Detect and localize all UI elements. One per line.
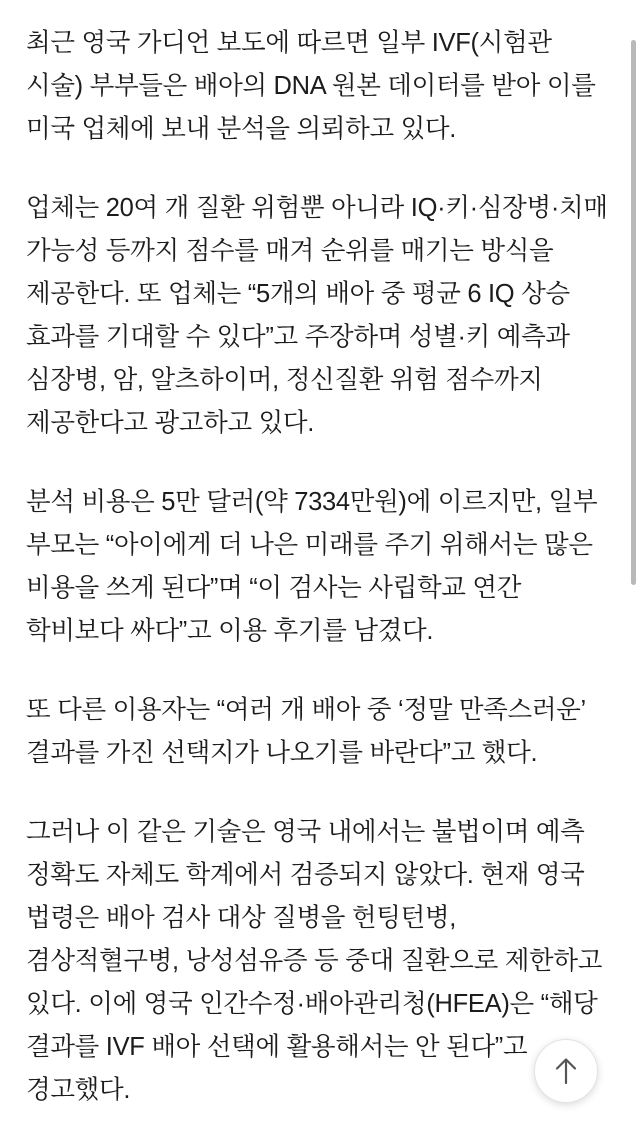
article-paragraph: 또 다른 이용자는 “여러 개 배아 중 ‘정말 만족스러운’ 결과를 가진 선택지가 나오기를 바란다”고 했다.	[26, 696, 586, 767]
article-paragraph: 분석 비용은 5만 달러(약 7334만원)에 이르지만, 일부 부모는 “아이에게 더 나은 미래를 주기 위해서는 많은 비용을 쓰게 된다”며 “이 검사는 사립학교 연간 학비보다 싸다”고 이용 후기를 남겼다.	[26, 488, 598, 645]
arrow-up-icon	[553, 1056, 579, 1086]
article-paragraph: 업체는 20여 개 질환 위험뿐 아니라 IQ·키·심장병·치매 가능성 등까지 점수를 매겨 순위를 매기는 방식을 제공한다. 또 업체는 “5개의 배아 중 평균 6 IQ 상승 효과를 기대할 수 있다”고 주장하며 성별·키 예측과 심장병, 암, 알츠하이머, 정신질환 위험 점수까지 제공한다고 광고하고 있다.	[26, 194, 608, 437]
scroll-to-top-button[interactable]	[534, 1039, 598, 1103]
article-paragraph: 그러나 이 같은 기술은 영국 내에서는 불법이며 예측 정확도 자체도 학계에서 검증되지 않았다. 현재 영국 법령은 배아 검사 대상 질병을 헌팅턴병, 겸상적혈구병, 낭성섬유증 등 중대 질환으로 제한하고 있다. 이에 영국 인간수정·배아관리청(HFEA)은 “해당 결과를 IVF 배아 선택에 활용해서는 안 된다”고 경고했다.	[26, 818, 603, 1104]
scrollbar-thumb[interactable]	[631, 40, 636, 585]
scrollbar-track[interactable]	[633, 0, 638, 1137]
article-paragraph: 최근 영국 가디언 보도에 따르면 일부 IVF(시험관 시술) 부부들은 배아의 DNA 원본 데이터를 받아 이를 미국 업체에 보내 분석을 의뢰하고 있다.	[26, 29, 596, 143]
